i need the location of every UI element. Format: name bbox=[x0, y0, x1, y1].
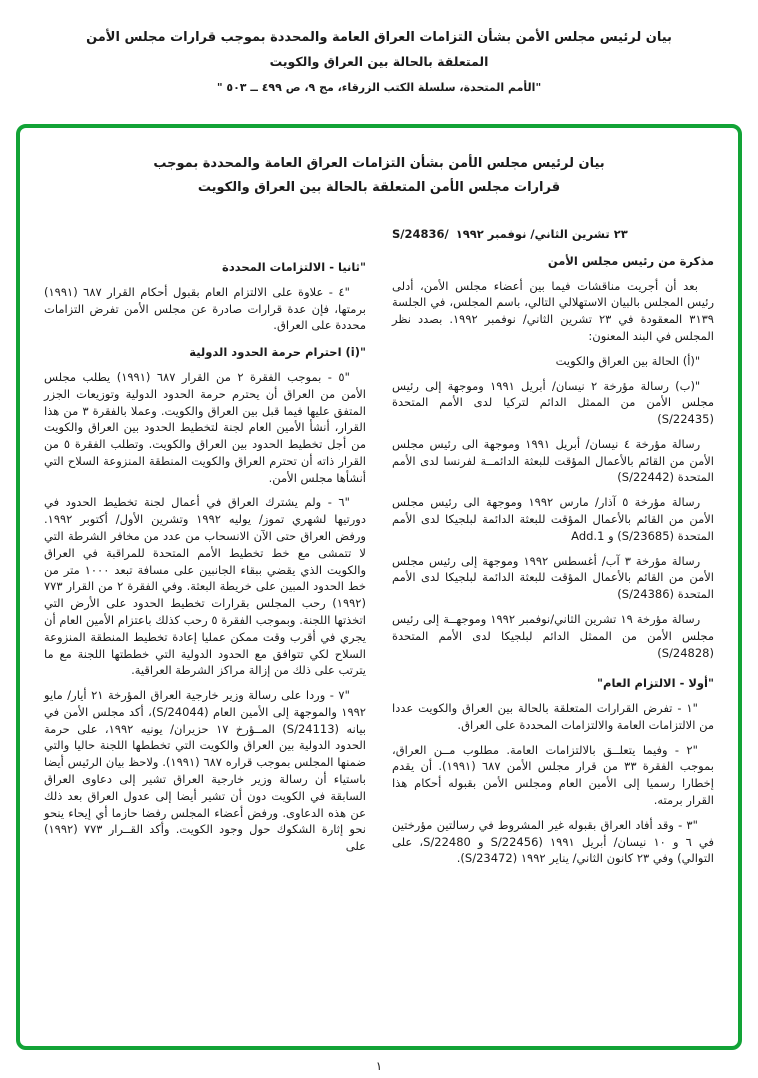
agenda-item bbox=[392, 553, 714, 603]
item-text: الحالة بين العراق والكويت bbox=[555, 353, 680, 368]
item-text: رسالة مؤرخة ٣ آب/ أغسطس ١٩٩٢ وموجهة إلى رئيس مجلس الأمن من القائم بالأعمال المؤقت للبعثة الدائمة لبلجيكا لدى الأمم المتحدة (S/24386) bbox=[392, 553, 714, 602]
item-marker: "(ب) bbox=[675, 378, 701, 393]
item-text: رسالة مؤرخة ٥ آذار/ مارس ١٩٩٢ وموجهة الى رئيس مجلس الأمن من القائم بالأعمال المؤقت للبعثة الدائمة لبلجيكا لدى الأمم المتحدة (S/23685) و Add.1 bbox=[392, 495, 714, 543]
document-reference bbox=[392, 226, 714, 243]
paragraph-7: "٧ - وردا على رسالة وزير خارجية العراق المؤرخة ٢١ أيار/ مايو ١٩٩٢ والموجهة إلى الأمين العام (S/24044)، أكد مجلس الأمن في بيانه (S/24113) المــؤرخ ١٧ حزيران/ يونيه ١٩٩٢، على حرمة الحدود الدولية بين العراق والكويت التي تخططها اللجنة حاليا والتي ضمنها المجلس بموجب قراره ٦٨٧ (١٩٩١). ولاحظ بيان الرئيس أيضا باستياء أن رسالة وزير خارجية العراق تشير إلى دعاوى العراق السابقة في الكويت دون أن تشير أيضا إلى عدول العراق بعد ذلك عن هذه الدعاوى. ورفض أعضاء المجلس رفضا حازما أي إيحاء ينحو نحو إثارة الشكوك حول وجود الكويت. وأكد القــرار ٧٧٣ (١٩٩٢) على bbox=[44, 688, 366, 854]
document-date: ٢٣ تشرين الثاني/ نوفمبر ١٩٩٢ bbox=[455, 227, 628, 242]
right-column bbox=[392, 226, 714, 875]
section-two-heading: "ثانيا - الالتزامات المحددة bbox=[222, 260, 366, 275]
agenda-item bbox=[392, 378, 714, 428]
intro-paragraph: بعد أن أجريت مناقشات فيما بين أعضاء مجلس الأمن، أدلى رئيس المجلس بالبيان الاستهلالي التالي، باسم المجلس، في الجلسة ٣١٣٩ المعقودة في ٢٣ تشرين الثاني/ نوفمبر ١٩٩٢. بصدد نظر المجلس في البند المعنون: bbox=[392, 278, 714, 343]
document-frame bbox=[16, 124, 742, 1050]
page-header bbox=[0, 0, 758, 94]
agenda-item bbox=[392, 436, 714, 486]
paragraph-1: "١ - تفرض القرارات المتعلقة بالحالة بين العراق والكويت عددا من الالتزامات العامة والالتزامات المحددة على العراق. bbox=[392, 701, 714, 732]
header-source-citation: "الأمم المتحدة، سلسلة الكتب الزرقاء، مج ٩، ص ٤٩٩ ــ ٥٠٣ " bbox=[216, 81, 542, 94]
subsection-i-heading: "(i) احترام حرمة الحدود الدولية bbox=[189, 345, 366, 360]
document-title-line1: بيان لرئيس مجلس الأمن بشأن التزامات العراق العامة والمحددة بموجب bbox=[153, 156, 605, 171]
paragraph-5: "٥ - بموجب الفقرة ٢ من القرار ٦٨٧ (١٩٩١) يطلب مجلس الأمن من العراق أن يحترم حرمة الحدود الدولية وتوزيعات الجزر المتفق عليها فيما قبل بين العراق والكويت. وعملا بالفقرة ٣ من هذا القرار، أنشأ الأمين العام لجنة لتخطيط الحدود بين العراق والكويت من أجل تخطيط الحدود بين العراق والكويت. وتطلب الفقرة ٥ من القرار ذاته أن تحترم العراق والكويت المنطقة المنزوعة السلاح التي أنشأها مجلس الأمن. bbox=[44, 370, 366, 485]
document-title bbox=[44, 152, 714, 200]
page-footer bbox=[0, 1059, 758, 1073]
two-column-layout bbox=[44, 226, 714, 875]
item-text: رسالة مؤرخة ١٩ تشرين الثاني/نوفمبر ١٩٩٢ وموجهــة إلى رئيس مجلس الأمن من الممثل الدائم لبلجيكا لدى الأمم المتحدة (S/24828) bbox=[392, 611, 714, 660]
paragraph-3: "٣ - وقد أفاد العراق بقبوله غير المشروط في رسالتين مؤرختين في ٦ و ١٠ نيسان/ أبريل ١٩٩١ (S/22456 و S/22480، على التوالي) وفي ٢٣ كانون الثاني/ يناير ١٩٩٢ (S/23472). bbox=[392, 817, 714, 866]
paragraph-6: "٦ - ولم يشترك العراق في أعمال لجنة تخطيط الحدود في دورتيها لشهري تموز/ يوليه ١٩٩٢ وتشرين الأول/ أكتوبر ١٩٩٢. ورفض العراق حتى الآن الانسحاب من عدد من مخافر الشرطة التي لا تتمشى مع خط تخطيط الأمم المتحدة للمراقبة في العراق والكويت الذي يقضي ببقاء الجانبين على مسافة تبعد ١٠٠٠ متر من خط الحدود المبين على خريطة البعثة. وفي الفقرة ٢ من القرار ٧٧٣ (١٩٩٢) رحب المجلس بقرارات تخطيط الحدود على الأرض التي اتخذتها اللجنة. وبموجب الفقرة ٥ رحب كذلك باعتزام الأمين العام أن يجري في أقرب وقت ممكن عمليا إعادة تخطيط المنطقة المنزوعة السلاح لكي تتوافق مع الحدود الدولية التي خططتها اللجنة مع ما يترتب على ذلك من إزالة مراكز الشرطة العراقية. bbox=[44, 495, 366, 678]
agenda-item bbox=[392, 353, 714, 370]
paragraph-2: "٢ - وفيما يتعلــق بالالتزامات العامة. مطلوب مــن العراق، بموجب الفقرة ٣٣ من قرار مجلس الأمن ٦٨٧ (١٩٩١). أن يقدم إخطارا رسميا إلى الأمين العام ومجلس الأمن بقبوله أحكام هذا القرار برمته. bbox=[392, 742, 714, 807]
section-one-heading: "أولا - الالتزام العام" bbox=[597, 676, 714, 691]
item-text: رسالة مؤرخة ٢ نيسان/ أبريل ١٩٩١ وموجهة إلى رئيس مجلس الأمن من الممثل الدائم لتركيا لدى الأمم المتحدة (S/22435) bbox=[392, 378, 714, 427]
header-title-line1: بيان لرئيس مجلس الأمن بشأن التزامات العراق العامة والمحددة بموجب قرارات مجلس الأمن bbox=[86, 30, 672, 45]
item-marker: "(أ) bbox=[682, 353, 701, 368]
document-title-line2: قرارات مجلس الأمن المتعلقة بالحالة بين العراق والكويت bbox=[197, 180, 561, 196]
header-title-line2: المتعلقة بالحالة بين العراق والكويت bbox=[269, 54, 489, 69]
page-number: ١ bbox=[375, 1059, 383, 1073]
agenda-item bbox=[392, 611, 714, 661]
document-symbol: S/24836/ bbox=[392, 227, 449, 242]
item-text: رسالة مؤرخة ٤ نيسان/ أبريل ١٩٩١ وموجهة الى رئيس مجلس الأمن من القائم بالأعمال المؤقت للبعثة الدائمــة لفرنسا لدى الأمم المتحدة (S/22442) bbox=[392, 436, 714, 485]
agenda-item bbox=[392, 494, 714, 544]
memo-heading: مذكرة من رئيس مجلس الأمن bbox=[547, 253, 714, 268]
left-column bbox=[44, 226, 366, 875]
paragraph-4: "٤ - علاوة على الالتزام العام بقبول أحكام القرار ٦٨٧ (١٩٩١) برمتها، فإن عدة قرارات صادرة عن مجلس الأمن تفرض التزامات محددة على العراق. bbox=[44, 284, 366, 333]
